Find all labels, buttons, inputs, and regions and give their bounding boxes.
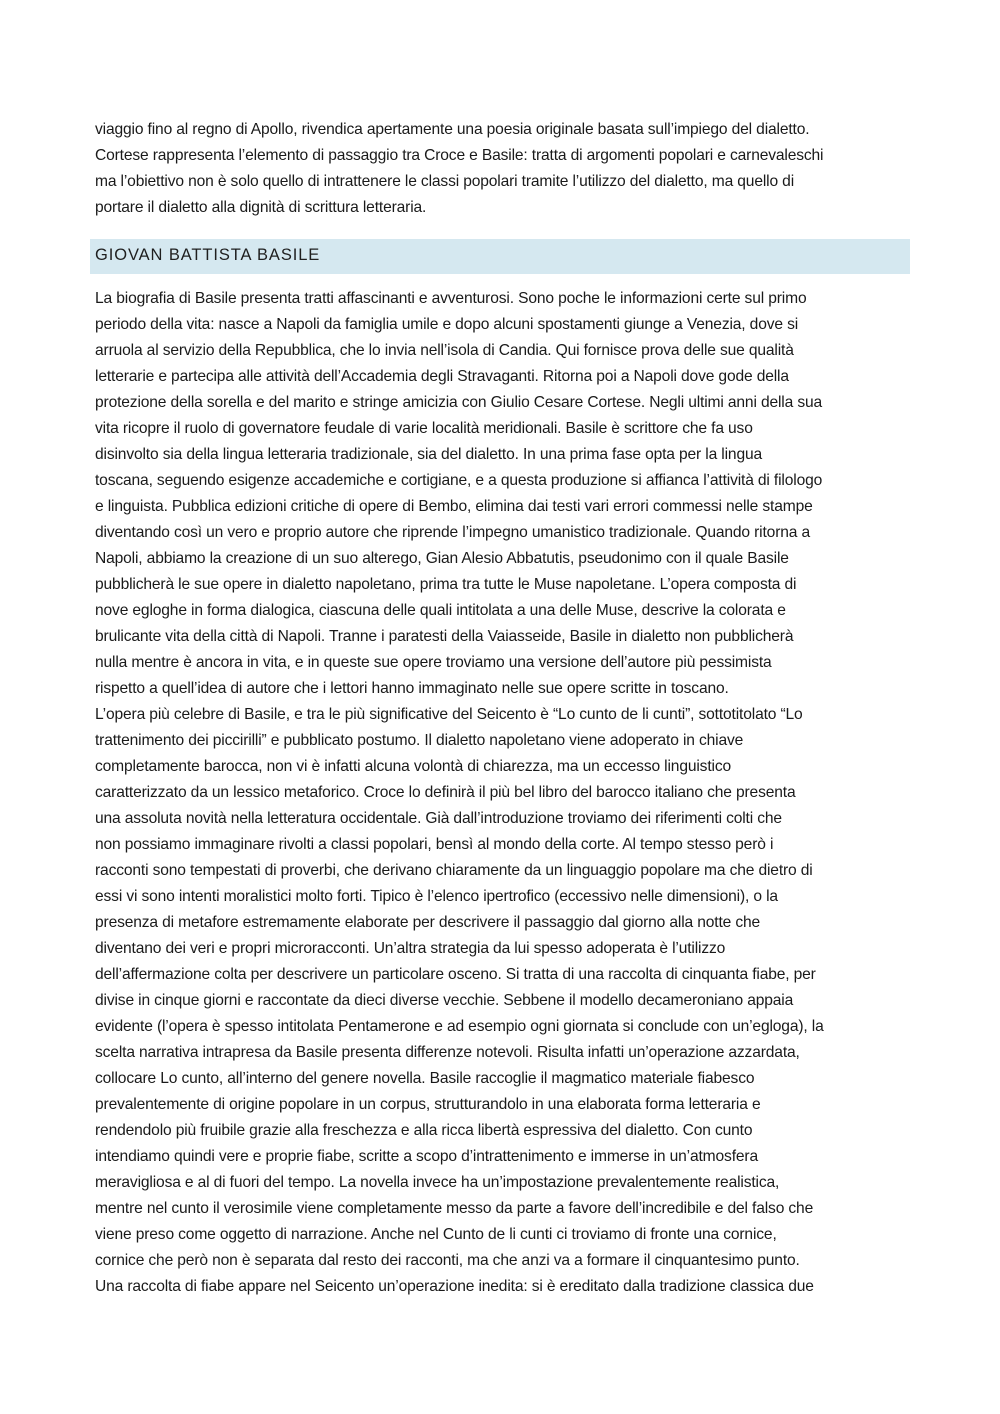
text-line: meravigliosa e al di fuori del tempo. La novella invece ha un’impostazione prevalentemente realistica, <box>95 1174 780 1191</box>
text-line: portare il dialetto alla dignità di scrittura letteraria. <box>95 199 427 216</box>
text-line: vita ricopre il ruolo di governatore feudale di varie località meridionali. Basile è scrittore che fa uso <box>95 420 753 437</box>
text-line: completamente barocca, non vi è infatti alcuna volontà di chiarezza, ma un eccesso linguistico <box>95 758 731 775</box>
text-line: periodo della vita: nasce a Napoli da famiglia umile e dopo alcuni spostamenti giunge a Venezia, dove si <box>95 316 799 333</box>
text-line: dell’affermazione colta per descrivere un particolare osceno. Si tratta di una raccolta di cinquanta fiabe, per <box>95 966 816 983</box>
text-line: diventano dei veri e propri microracconti. Un’altra strategia da lui spesso adoperata è l’utilizzo <box>95 940 726 957</box>
text-line: collocare Lo cunto, all’interno del genere novella. Basile raccoglie il magmatico materiale fiabesco <box>95 1070 755 1087</box>
text-line: ma l’obiettivo non è solo quello di intrattenere le classi popolari tramite l’utilizzo del dialetto, ma quello di <box>95 173 795 190</box>
text-line: caratterizzato da un lessico metaforico. Croce lo definirà il più bel libro del barocco italiano che presenta <box>95 784 796 801</box>
text-line: disinvolto sia della lingua letteraria tradizionale, sia del dialetto. In una prima fase opta per la lingua <box>95 446 763 463</box>
text-line: rendendolo più fruibile grazie alla freschezza e alla ricca libertà espressiva del dialetto. Con cunto <box>95 1122 753 1139</box>
text-line: toscana, seguendo esigenze accademiche e cortigiane, e a questa produzione si affianca l’attività di filologo <box>95 472 823 489</box>
text-line: viene preso come oggetto di narrazione. Anche nel Cunto de li cunti ci troviamo di fronte una cornice, <box>95 1226 777 1243</box>
text-line: mentre nel cunto il verosimile viene completamente messo da parte a favore dell’incredibile e del falso che <box>95 1200 814 1217</box>
text-line: trattenimento dei piccirilli” e pubblicato postumo. Il dialetto napoletano viene adoperato in chiave <box>95 732 744 749</box>
text-line: arruola al servizio della Repubblica, che lo invia nell’isola di Candia. Qui fornisce prova delle sue qualità <box>95 342 794 359</box>
section-heading: GIOVAN BATTISTA BASILE <box>95 246 321 264</box>
section-heading-bar <box>90 239 910 274</box>
text-line: letterarie e partecipa alle attività dell’Accademia degli Stravaganti. Ritorna poi a Napoli dove gode della <box>95 368 789 385</box>
text-line: brulicante vita della città di Napoli. Tranne i paratesti della Vaiasseide, Basile in dialetto non pubblicherà <box>95 628 794 645</box>
text-line: rispetto a quell’idea di autore che i lettori hanno immaginato nelle sue opere scritte in toscano. <box>95 680 729 697</box>
text-line: evidente (l’opera è spesso intitolata Pentamerone e ad esempio ogni giornata si conclude con un’egloga), la <box>95 1018 824 1035</box>
text-line: presenza di metafore estremamente elaborate per descrivere il passaggio dal giorno alla notte che <box>95 914 761 931</box>
text-line: Una raccolta di fiabe appare nel Seicento un’operazione inedita: si è ereditato dalla tradizione classica due <box>95 1278 814 1295</box>
text-line: cornice che però non è separata dal resto dei racconti, ma che anzi va a formare il cinquantesimo punto. <box>95 1252 800 1269</box>
text-line: pubblicherà le sue opere in dialetto napoletano, prima tra tutte le Muse napoletane. L’opera composta di <box>95 576 797 593</box>
text-line: una assoluta novità nella letteratura occidentale. Già dall’introduzione troviamo dei riferimenti colti che <box>95 810 782 827</box>
text-line: essi vi sono intenti moralistici molto forti. Tipico è l’elenco ipertrofico (eccessivo nelle dimensioni), o la <box>95 888 778 905</box>
text-line: intendiamo quindi vere e proprie fiabe, scritte a scopo d’intrattenimento e immerse in un’atmosfera <box>95 1148 758 1165</box>
text-line: prevalentemente di origine popolare in un corpus, strutturandolo in una elaborata forma letteraria e <box>95 1096 761 1113</box>
body-paragraph <box>95 286 910 1300</box>
text-line: Napoli, abbiamo la creazione di un suo alterego, Gian Alesio Abbatutis, pseudonimo con il quale Basile <box>95 550 789 567</box>
text-line: divise in cinque giorni e raccontate da dieci diverse vecchie. Sebbene il modello decameroniano appaia <box>95 992 794 1009</box>
text-line: Cortese rappresenta l’elemento di passaggio tra Croce e Basile: tratta di argomenti popolari e carnevaleschi <box>95 147 824 164</box>
intro-paragraph <box>95 117 910 221</box>
text-line: nulla mentre è ancora in vita, e in queste sue opere troviamo una versione dell’autore più pessimista <box>95 654 772 671</box>
text-line: scelta narrativa intrapresa da Basile presenta differenze notevoli. Risulta infatti un’operazione azzardata, <box>95 1044 800 1061</box>
text-line: diventando così un vero e proprio autore che riprende l’impegno umanistico tradizionale. Quando ritorna a <box>95 524 810 541</box>
text-line: nove egloghe in forma dialogica, ciascuna delle quali intitolata a una delle Muse, descrive la colorata e <box>95 602 786 619</box>
text-line: non possiamo immaginare rivolti a classi popolari, bensì al mondo della corte. Al tempo stesso però i <box>95 836 774 853</box>
text-line: viaggio fino al regno di Apollo, rivendica apertamente una poesia originale basata sull’impiego del dialetto. <box>95 121 810 138</box>
text-line: protezione della sorella e del marito e stringe amicizia con Giulio Cesare Cortese. Negli ultimi anni della sua <box>95 394 823 411</box>
text-line: e linguista. Pubblica edizioni critiche di opere di Bembo, elimina dai testi vari errori commessi nelle stampe <box>95 498 813 515</box>
text-line: L’opera più celebre di Basile, e tra le più significative del Seicento è “Lo cunto de li cunti”, sottotitolato “Lo <box>95 706 803 723</box>
text-line: racconti sono tempestati di proverbi, che derivano chiaramente da un linguaggio popolare ma che dietro di <box>95 862 813 879</box>
text-line: La biografia di Basile presenta tratti affascinanti e avventurosi. Sono poche le informazioni certe sul primo <box>95 290 807 307</box>
